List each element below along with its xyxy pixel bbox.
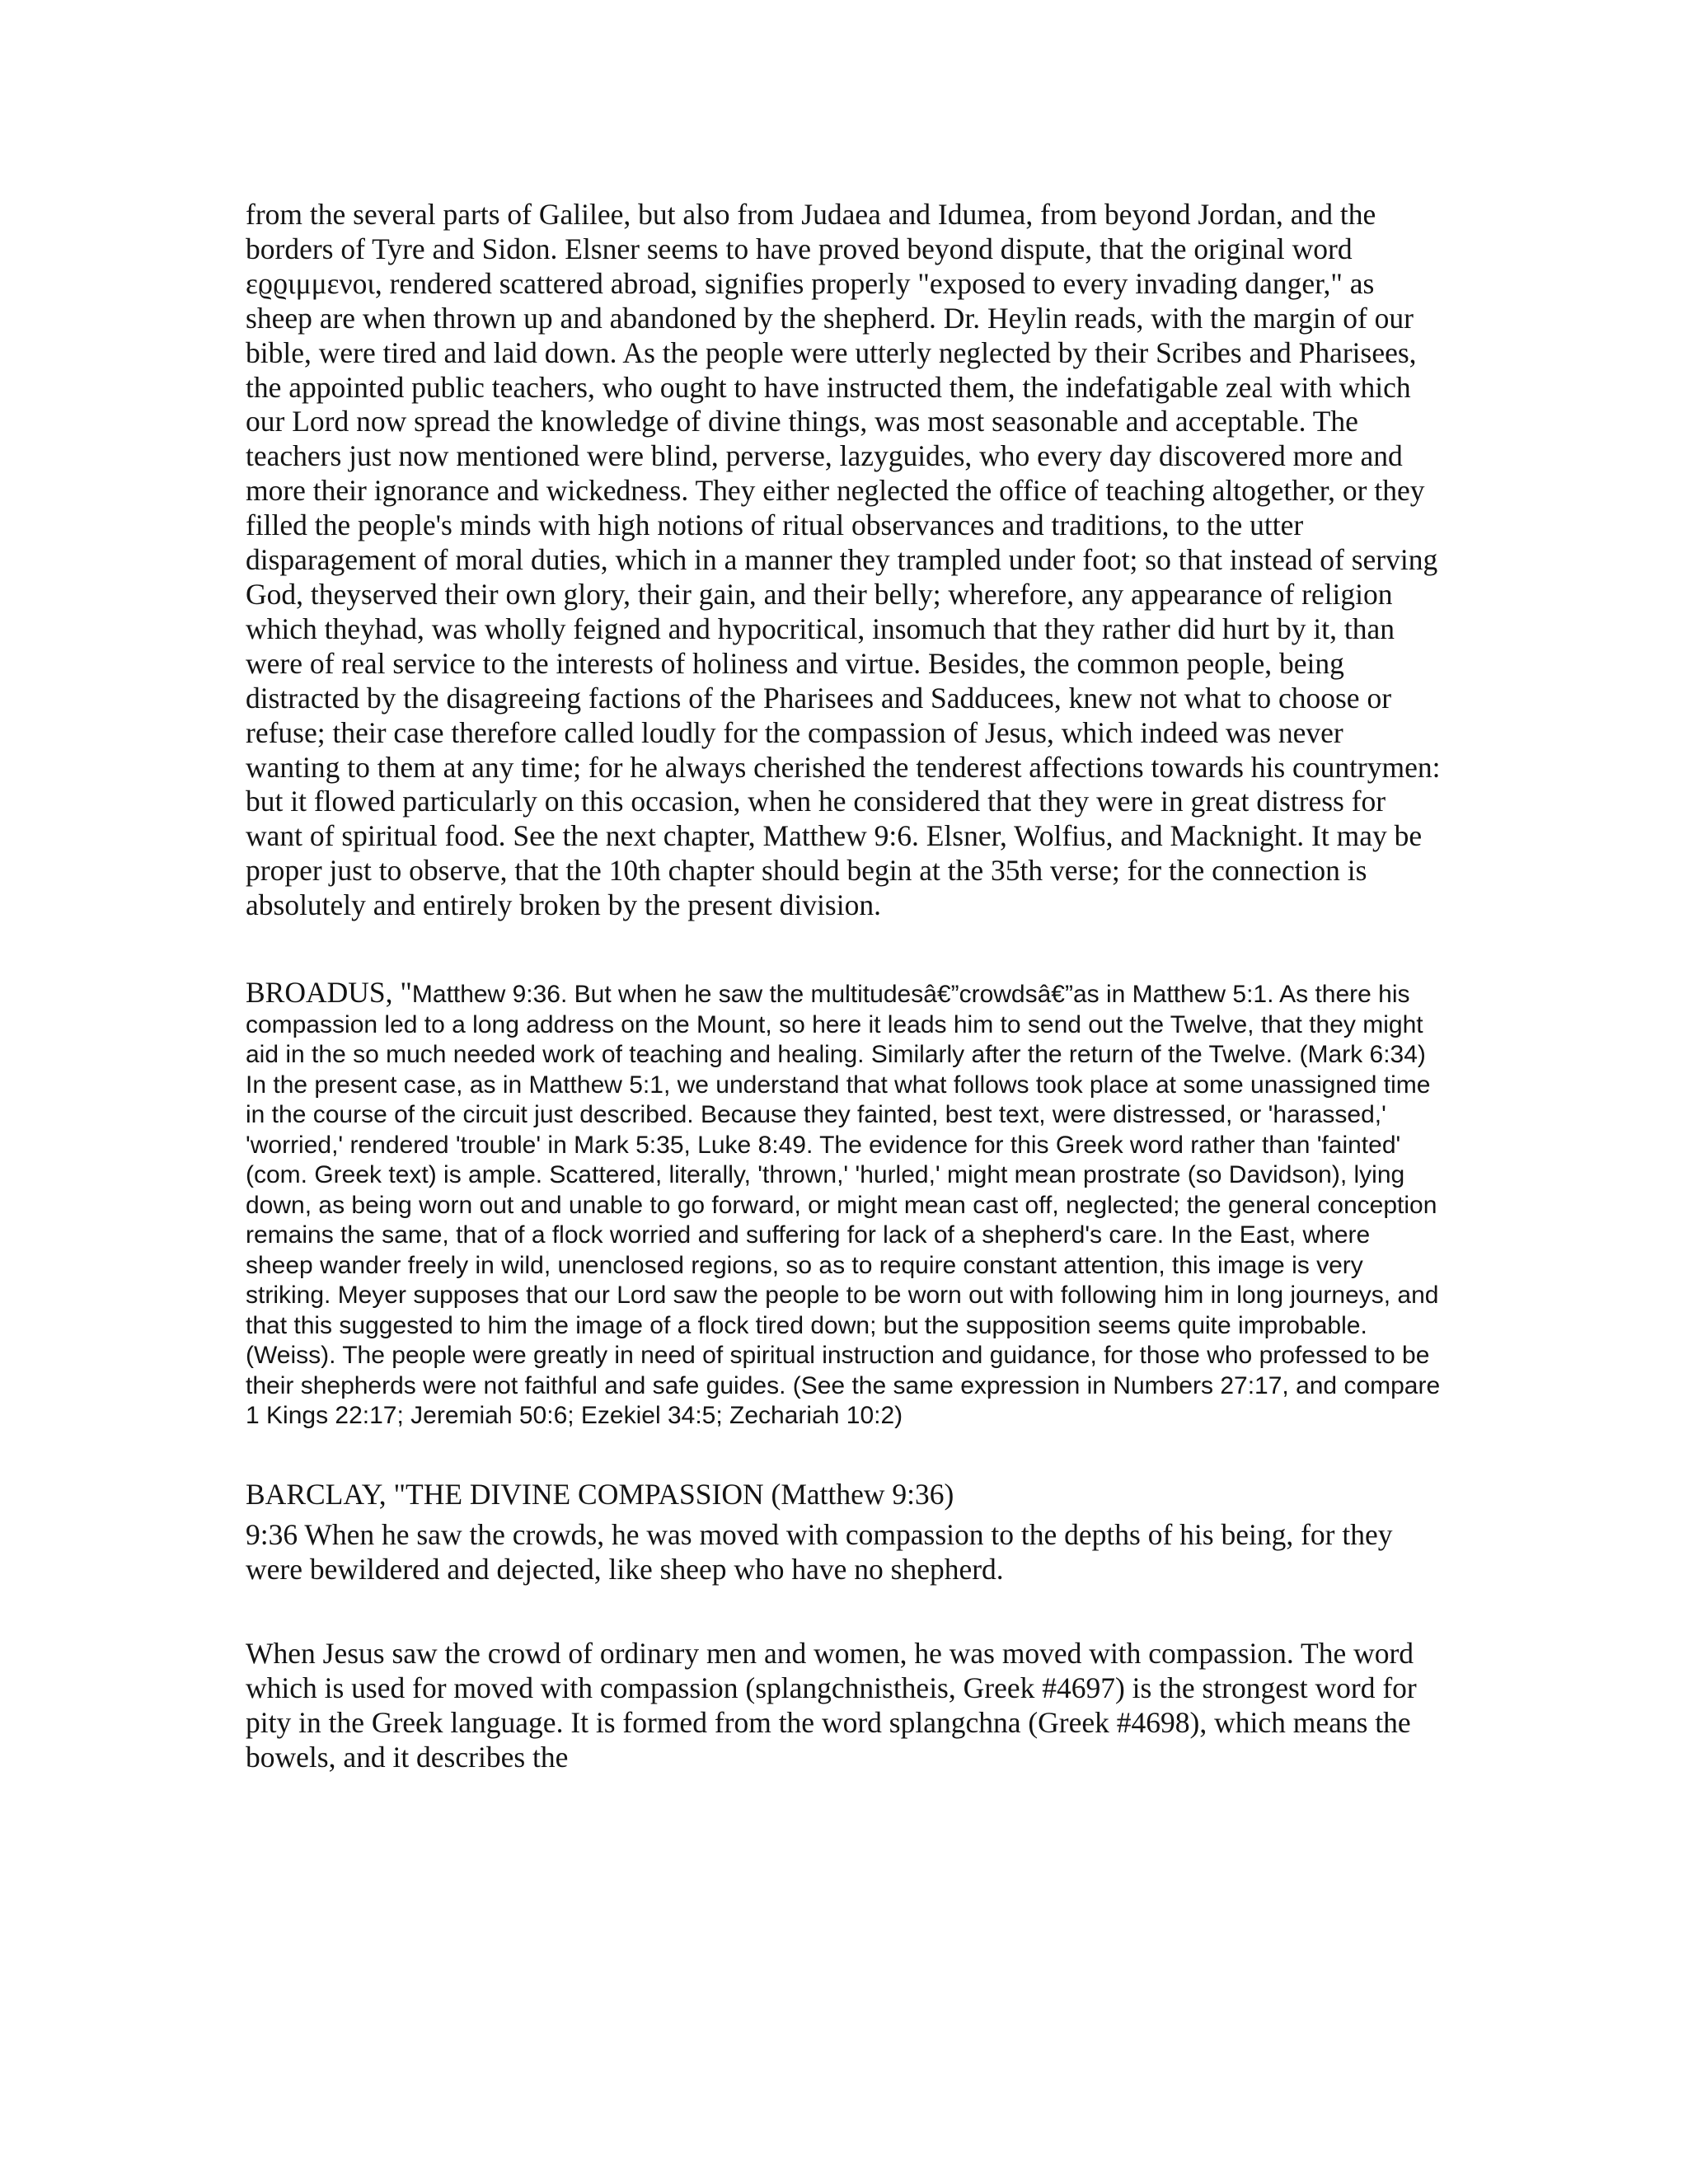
broadus-commentary-text: Matthew 9:36. But when he saw the multitudesâ€”crowdsâ€”as in Matthew 5:1. As there his compassion led to a long address on the Mount, so here it leads him to send out the Twelve, that they might aid in the so much needed work of teaching and healing. Similarly after the return of the Twelve. (Mark 6:34) In the present case, as in Matthew 5:1, we understand that what follows took place at some unassigned time in the course of the circuit just described. Because they fainted, best text, were distressed, or 'harassed,' 'worried,' rendered 'trouble' in Mark 5:35, Luke 8:49. The evidence for this Greek word rather than 'fainted' (com. Greek text) is ample. Scattered, literally, 'thrown,' 'hurled,' might mean prostrate (so Davidson), lying down, as being worn out and unable to go forward, or might mean cast off, neglected; the general conception remains the same, that of a flock worried and suffering for lack of a shepherd's care. In the East, where sheep wander freely in wild, unenclosed regions, so as to require constant attention, this image is very striking. Meyer supposes that our Lord saw the people to be worn out with following him in long journeys, and that this suggested to him the image of a flock tired down; but the supposition seems quite improbable. (Weiss). The people were greatly in need of spiritual instruction and guidance, for those who professed to be their shepherds were not faithful and safe guides. (See the same expression in Numbers 27:17, and compare 1 Kings 22:17; Jeremiah 50:6; Ezekiel 34:5; Zechariah 10:2) [246,981,1441,1430]
broadus-author-lead: BROADUS, " [246,976,412,1010]
barclay-section-heading: BARCLAY, "THE DIVINE COMPASSION (Matthew 9:36) [246,1477,954,1511]
clarke-commentary-paragraph: from the several parts of Galilee, but also from Judaea and Idumea, from beyond Jordan, and the borders of Tyre and Sidon. Elsner seems to have proved beyond dispute, that the original word εϱϱιμμενοι, rendered scattered abroad, signifies properly "exposed to every invading danger," as sheep are when thrown up and abandoned by the shepherd. Dr. Heylin reads, with the margin of our bible, were tired and laid down. As the people were utterly neglected by their Scribes and Pharisees, the appointed public teachers, who ought to have instructed them, the indefatigable zeal with which our Lord now spread the knowledge of divine things, was most seasonable and acceptable. The teachers just now mentioned were blind, perverse, lazyguides, who every day discovered more and more their ignorance and wickedness. They either neglected the office of teaching altogether, or they filled the people's minds with high notions of ritual observances and traditions, to the utter disparagement of moral duties, which in a manner they trampled under foot; so that instead of serving God, theyserved their own glory, their gain, and their belly; wherefore, any appearance of religion which theyhad, was wholly feigned and hypocritical, insomuch that they rather did hurt by it, than were of real service to the interests of holiness and virtue. Besides, the common people, being distracted by the disagreeing factions of the Pharisees and Sadducees, knew not what to choose or refuse; their case therefore called loudly for the compassion of Jesus, which indeed was never wanting to them at any time; for he always cherished the tenderest affections towards his countrymen: but it flowed particularly on this occasion, when he considered that they were in great distress for want of spiritual food. See the next chapter, Matthew 9:6. Elsner, Wolfius, and Macknight. It may be proper just to observe, that the 10th chapter should begin at the 35th verse; for the connection is absolutely and entirely broken by the present division. [246,198,1441,922]
barclay-verse-text: 9:36 When he saw the crowds, he was moved with compassion to the depths of his being, for they were bewildered and dejected, like sheep who have no shepherd. [246,1518,1393,1586]
broadus-commentary-paragraph [246,977,1442,1432]
document-page [246,198,1442,1775]
barclay-commentary-paragraph: When Jesus saw the crowd of ordinary men and women, he was moved with compassion. The word which is used for moved with compassion (splangchnistheis, Greek #4697) is the strongest word for pity in the Greek language. It is formed from the word splangchna (Greek #4698), which means the bowels, and it describes the [246,1637,1417,1774]
